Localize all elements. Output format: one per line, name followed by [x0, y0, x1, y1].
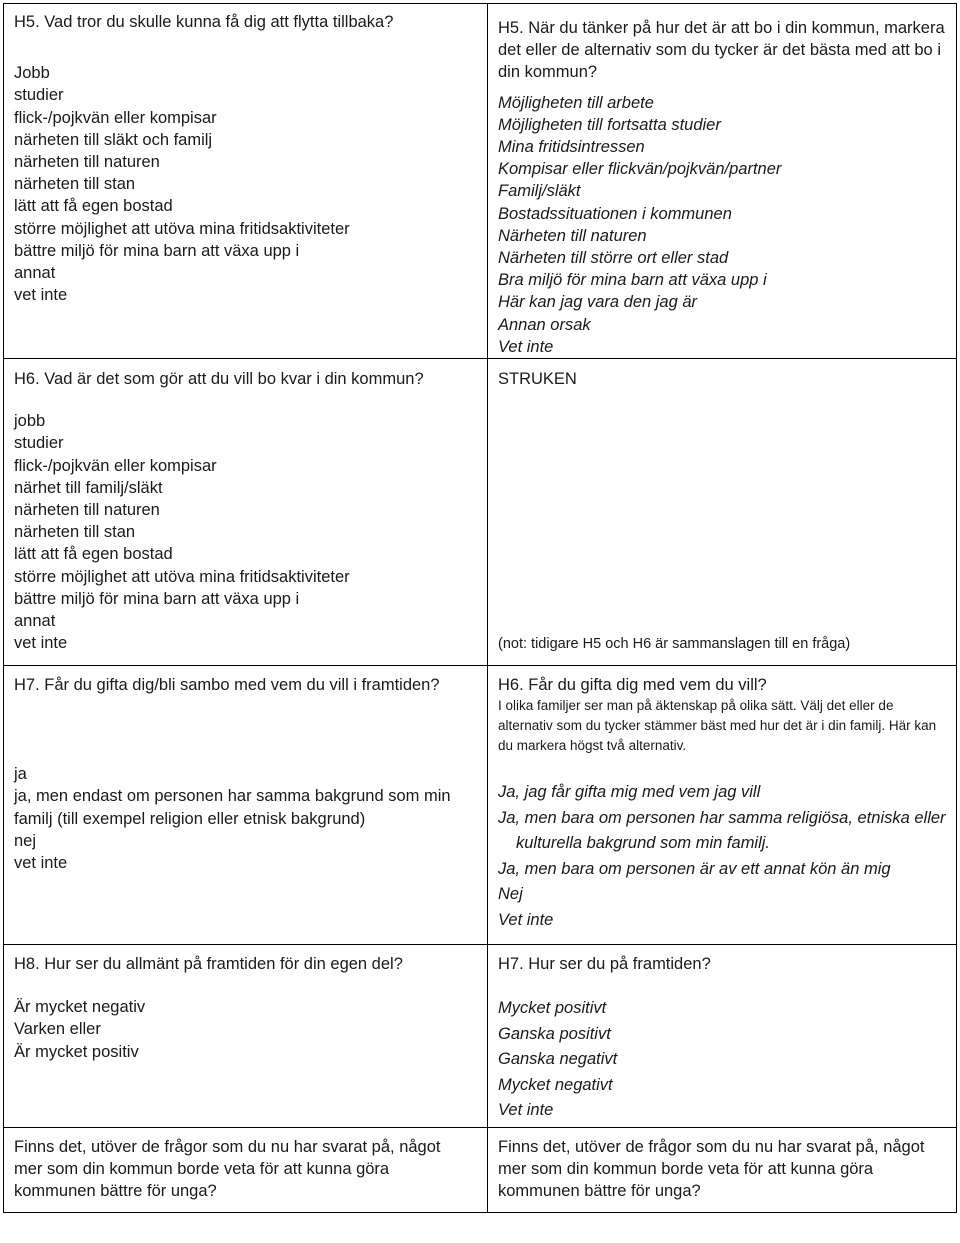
- option-item: flick-/pojkvän eller kompisar: [14, 108, 217, 127]
- table-row: [4, 666, 957, 945]
- option-item: större möjlighet att utöva mina fritidsaktiviteter: [14, 567, 350, 586]
- option-item: annat: [14, 264, 56, 283]
- question-text: Finns det, utöver de frågor som du nu har svarat på, något mer som din kommun borde veta för att kunna göra kommunen bättre för unga?: [14, 1138, 441, 1201]
- option-item: Närheten till större ort eller stad: [498, 249, 729, 268]
- option-item: Vet inte: [498, 910, 554, 929]
- option-item: Bra miljö för mina barn att växa upp i: [498, 271, 767, 290]
- old-cell: [4, 666, 488, 945]
- question-text: H8. Hur ser du allmänt på framtiden för din egen del?: [14, 955, 403, 974]
- option-item: Annan orsak: [498, 315, 591, 334]
- merge-note: (not: tidigare H5 och H6 är sammanslagen till en fråga): [498, 635, 851, 652]
- option-item: ja, men endast om personen har samma bakgrund som min familj (till exempel religion eller etnisk bakgrund): [14, 787, 451, 828]
- table-row: [4, 359, 957, 666]
- question-text: H5. När du tänker på hur det är att bo i din kommun, markera det eller de alternativ som du tycker är det bästa med att bo i din kommun?: [498, 19, 945, 82]
- option-item: Ja, jag får gifta mig med vem jag vill: [498, 783, 761, 802]
- option-list: [14, 410, 477, 654]
- option-item: närheten till stan: [14, 175, 136, 194]
- question-text: H7. Får du gifta dig/bli sambo med vem du vill i framtiden?: [14, 676, 440, 695]
- option-item: Varken eller: [14, 1020, 101, 1039]
- option-item: närhet till familj/släkt: [14, 478, 163, 497]
- question-text: Finns det, utöver de frågor som du nu har svarat på, något mer som din kommun borde veta för att kunna göra kommunen bättre för unga?: [498, 1138, 925, 1201]
- option-item: Nej: [498, 885, 523, 904]
- option-item: Ganska negativt: [498, 1050, 618, 1069]
- option-item: närheten till naturen: [14, 153, 160, 172]
- option-item: Här kan jag vara den jag är: [498, 293, 698, 312]
- option-item: Mycket negativt: [498, 1075, 613, 1094]
- option-list: [14, 62, 477, 306]
- question-text: H6. Vad är det som gör att du vill bo kvar i din kommun?: [14, 370, 424, 389]
- new-cell: [488, 1128, 957, 1213]
- option-item: annat: [14, 612, 56, 631]
- old-cell: [4, 359, 488, 666]
- old-cell: [4, 945, 488, 1128]
- option-item: Vet inte: [498, 337, 554, 356]
- table-row: [4, 4, 957, 359]
- option-item: Möjligheten till fortsatta studier: [498, 115, 721, 134]
- option-item: bättre miljö för mina barn att växa upp i: [14, 241, 300, 260]
- new-cell: [488, 666, 957, 945]
- option-item: närheten till naturen: [14, 501, 160, 520]
- new-cell: [488, 4, 957, 359]
- question-instruction: I olika familjer ser man på äktenskap på olika sätt. Välj det eller de alternativ som du tycker stämmer bäst med hur det är i din familj. Här kan du markera högst två alternativ.: [498, 698, 937, 754]
- option-list: [498, 780, 946, 933]
- option-item: lätt att få egen bostad: [14, 545, 173, 564]
- option-list: [498, 996, 946, 1124]
- option-item: Är mycket positiv: [14, 1042, 139, 1061]
- table-row: [4, 1128, 957, 1213]
- option-item: Ja, men bara om personen är av ett annat kön än mig: [498, 859, 891, 878]
- option-item: studier: [14, 86, 64, 105]
- question-text: H6. Får du gifta dig med vem du vill?: [498, 676, 767, 695]
- option-item: bättre miljö för mina barn att växa upp i: [14, 589, 300, 608]
- option-item: flick-/pojkvän eller kompisar: [14, 456, 217, 475]
- option-item: Vet inte: [498, 1101, 554, 1120]
- option-item: vet inte: [14, 854, 68, 873]
- option-item: Närheten till naturen: [498, 226, 647, 245]
- old-cell: [4, 1128, 488, 1213]
- option-item: studier: [14, 434, 64, 453]
- option-item: Ja, men bara om personen har samma religiösa, etniska eller kulturella bakgrund som min familj.: [498, 808, 946, 853]
- option-item: jobb: [14, 412, 46, 431]
- option-item: närheten till släkt och familj: [14, 130, 213, 149]
- option-list: [14, 763, 477, 874]
- option-item: Bostadssituationen i kommunen: [498, 204, 732, 223]
- option-item: nej: [14, 831, 37, 850]
- option-list: [14, 996, 477, 1063]
- question-text: H5. Vad tror du skulle kunna få dig att flytta tillbaka?: [14, 13, 394, 31]
- option-item: Jobb: [14, 64, 50, 83]
- option-item: Är mycket negativ: [14, 998, 146, 1017]
- option-item: Kompisar eller flickvän/pojkvän/partner: [498, 160, 782, 179]
- option-item: lätt att få egen bostad: [14, 197, 173, 216]
- option-item: större möjlighet att utöva mina fritidsaktiviteter: [14, 219, 350, 238]
- option-item: Ganska positivt: [498, 1024, 611, 1043]
- option-item: vet inte: [14, 286, 68, 305]
- new-cell: [488, 945, 957, 1128]
- questionnaire-comparison-table: [3, 3, 957, 1213]
- struck-label: STRUKEN: [498, 370, 577, 389]
- option-list: [498, 92, 946, 358]
- option-item: vet inte: [14, 634, 68, 653]
- option-item: Mina fritidsintressen: [498, 138, 645, 157]
- table-row: [4, 945, 957, 1128]
- option-item: ja: [14, 765, 27, 784]
- question-text: H7. Hur ser du på framtiden?: [498, 955, 711, 974]
- old-cell: [4, 4, 488, 359]
- new-cell: [488, 359, 957, 666]
- option-item: Mycket positivt: [498, 999, 607, 1018]
- option-item: närheten till stan: [14, 523, 136, 542]
- option-item: Möjligheten till arbete: [498, 93, 654, 112]
- option-item: Familj/släkt: [498, 182, 581, 201]
